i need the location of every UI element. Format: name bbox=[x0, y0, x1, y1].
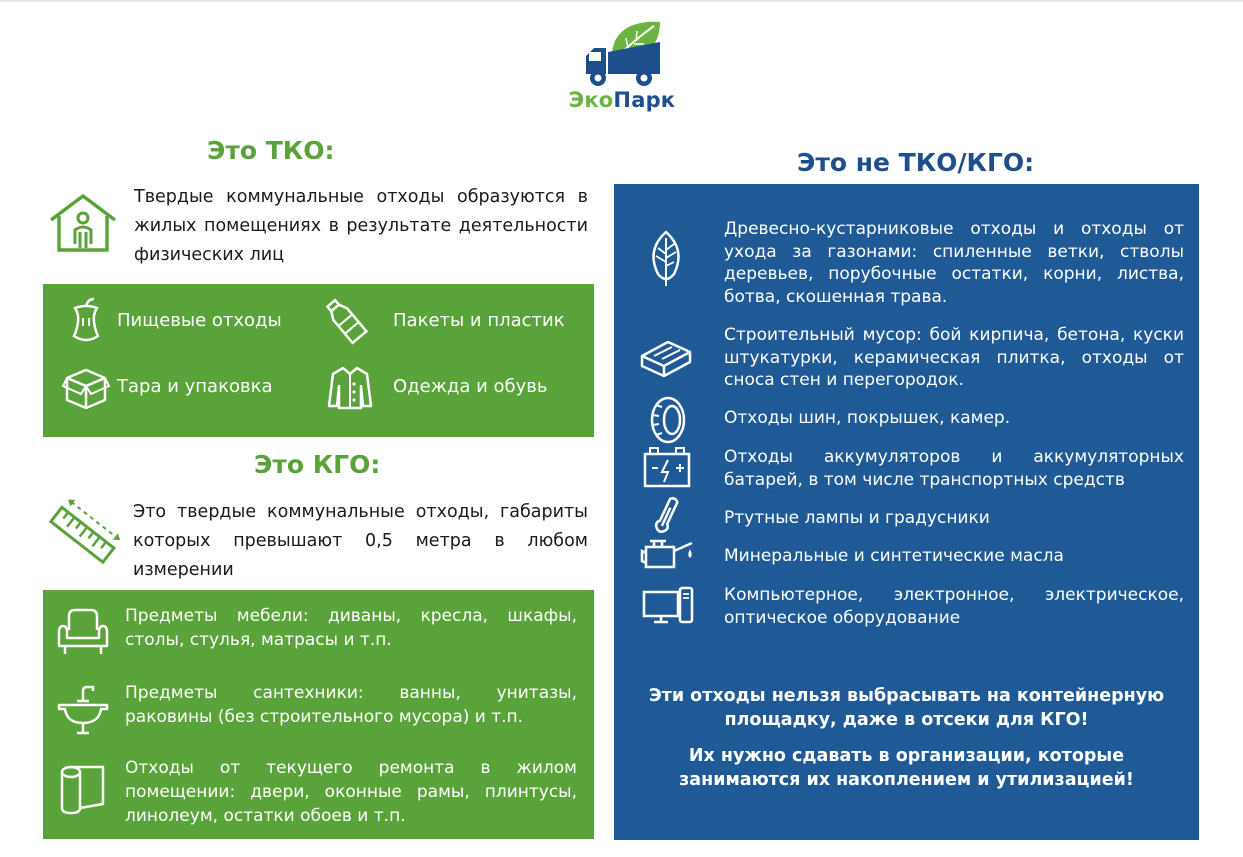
tko-item-label: Тара и упаковка bbox=[117, 376, 273, 397]
brand-name bbox=[560, 88, 684, 112]
tko-item-food bbox=[61, 296, 311, 352]
warning-note: Эти отходы нельзя выбрасывать на контейнерную площадку, даже в отсеки для КГО! bbox=[648, 686, 1165, 730]
garbage-truck-icon bbox=[582, 16, 662, 90]
kgo-heading: Это КГО: bbox=[254, 450, 381, 479]
kgo-item-plumbing bbox=[57, 681, 577, 741]
sink-icon bbox=[57, 683, 109, 735]
not-tko-item-text: Древесно-кустарниковые отходы и отходы от ухода за газонами: спиленные ветки, стволы деревьев, порубочные остатки, корни, листва, ботва, скошенная трава. bbox=[724, 219, 1184, 307]
not-tko-item-text: Отходы шин, покрышек, камер. bbox=[724, 408, 1011, 428]
tko-item-label: Пищевые отходы bbox=[117, 310, 282, 331]
not-tko-item-electronics bbox=[638, 584, 1186, 644]
kgo-item-text: Предметы мебели: диваны, кресла, шкафы, столы, стулья, матрасы и т.п. bbox=[125, 606, 577, 650]
kgo-panel bbox=[43, 590, 594, 839]
disposal-note: Их нужно сдавать в организации, которые занимаются их накоплением и утилизацией! bbox=[679, 746, 1134, 790]
tko-heading: Это ТКО: bbox=[207, 136, 335, 165]
wallpaper-roll-icon bbox=[57, 764, 109, 816]
logo bbox=[560, 12, 684, 122]
not-tko-item-wood bbox=[638, 218, 1186, 310]
tko-item-label: Одежда и обувь bbox=[393, 376, 548, 397]
not-tko-item-text: Компьютерное, электронное, электрическое, оптическое оборудование bbox=[724, 585, 1184, 628]
tko-item-plastic bbox=[321, 296, 581, 352]
tko-item-packaging bbox=[61, 362, 311, 418]
leaf-icon bbox=[644, 228, 700, 276]
not-tko-heading: Это не ТКО/КГО: bbox=[797, 148, 1035, 177]
tko-panel bbox=[43, 284, 594, 437]
tko-item-clothes bbox=[325, 362, 585, 418]
not-tko-panel bbox=[614, 184, 1199, 840]
not-tko-item-mercury bbox=[638, 507, 1186, 543]
armchair-icon bbox=[57, 606, 109, 658]
ruler-icon bbox=[46, 498, 120, 570]
brand-name-part2: Парк bbox=[613, 88, 676, 112]
tire-icon bbox=[648, 395, 704, 443]
computer-icon bbox=[642, 584, 698, 632]
kgo-item-furniture bbox=[57, 604, 577, 664]
not-tko-item-text: Строительный мусор: бой кирпича, бетона, куски штукатурки, керамическая плитка, отходы от сноса стен и перегородок. bbox=[724, 325, 1184, 390]
kgo-item-renovation bbox=[57, 756, 577, 836]
oil-can-icon bbox=[640, 533, 696, 581]
box-icon bbox=[61, 362, 111, 412]
not-tko-item-batteries bbox=[638, 446, 1186, 506]
coat-icon bbox=[325, 362, 375, 412]
car-battery-icon bbox=[642, 446, 698, 494]
tko-description: Твердые коммунальные отходы образуются в жилых помещениях в результате деятельности физических лиц bbox=[134, 187, 588, 265]
kgo-description: Это твердые коммунальные отходы, габариты которых превышают 0,5 метра в любом измерении bbox=[133, 502, 588, 580]
plastic-bottle-icon bbox=[321, 296, 371, 346]
not-tko-item-text: Ртутные лампы и градусники bbox=[724, 508, 990, 528]
not-tko-item-construction bbox=[638, 324, 1186, 394]
brick-icon bbox=[638, 336, 694, 384]
apple-core-icon bbox=[61, 296, 111, 346]
not-tko-item-text: Минеральные и синтетические масла bbox=[724, 546, 1064, 566]
kgo-item-text: Предметы сантехники: ванны, унитазы, раковины (без строительного мусора) и т.п. bbox=[125, 683, 577, 727]
tko-item-label: Пакеты и пластик bbox=[393, 310, 565, 331]
kgo-item-text: Отходы от текущего ремонта в жилом помещении: двери, оконные рамы, плинтусы, линолеум, остатки обоев и т.п. bbox=[125, 758, 577, 826]
not-tko-item-oils bbox=[638, 545, 1186, 581]
top-divider bbox=[0, 0, 1243, 2]
brand-name-part1: Эко bbox=[568, 88, 614, 112]
house-person-icon bbox=[47, 192, 119, 254]
not-tko-item-text: Отходы аккумуляторов и аккумуляторных батарей, в том числе транспортных средств bbox=[724, 447, 1184, 490]
